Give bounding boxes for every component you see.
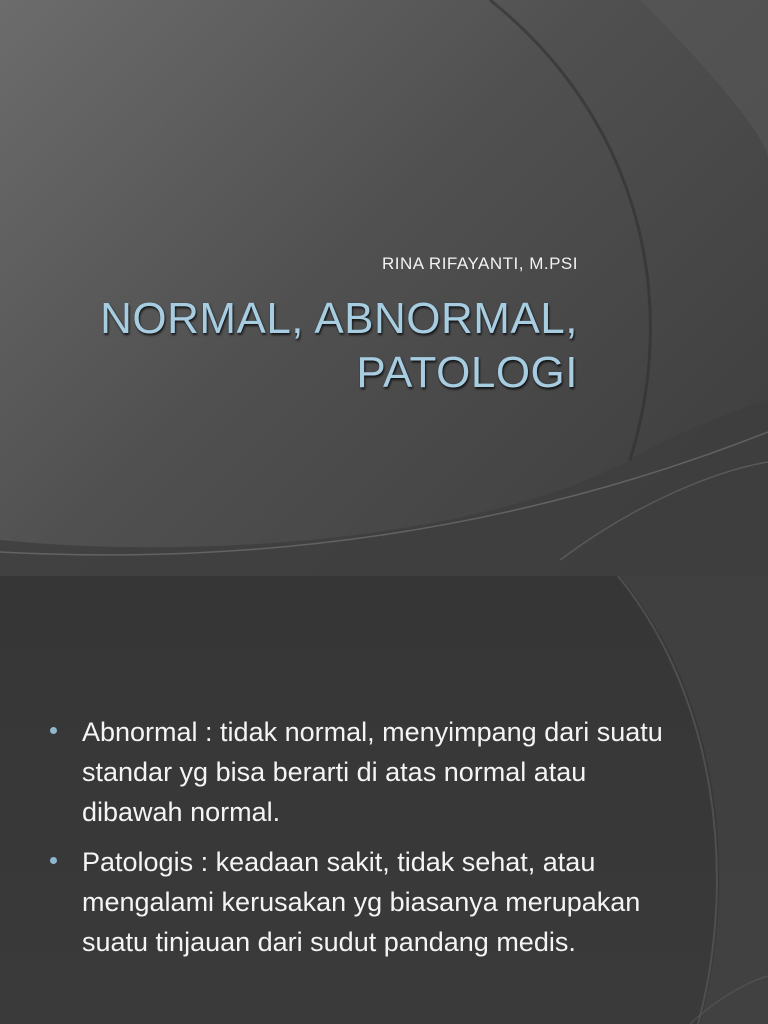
bullet-item-abnormal (48, 712, 668, 832)
bullet-item-patologis (48, 842, 668, 962)
bullet-icon (50, 857, 57, 864)
slide-title (100, 292, 578, 400)
bullet-list (48, 712, 668, 972)
bullet-text: Abnormal : tidak normal, menyimpang dari suatu standar yg bisa berarti di atas normal atau dibawah normal. (82, 717, 663, 827)
bullet-text: Patologis : keadaan sakit, tidak sehat, atau mengalami kerusakan yg biasanya merupakan suatu tinjauan dari sudut pandang medis. (82, 847, 641, 957)
bullet-icon (50, 727, 57, 734)
title-line-1: NORMAL, ABNORMAL, (100, 294, 578, 343)
author-name: RINA RIFAYANTI, M.PSI (382, 254, 578, 273)
title-line-2: PATOLOGI (356, 348, 578, 397)
